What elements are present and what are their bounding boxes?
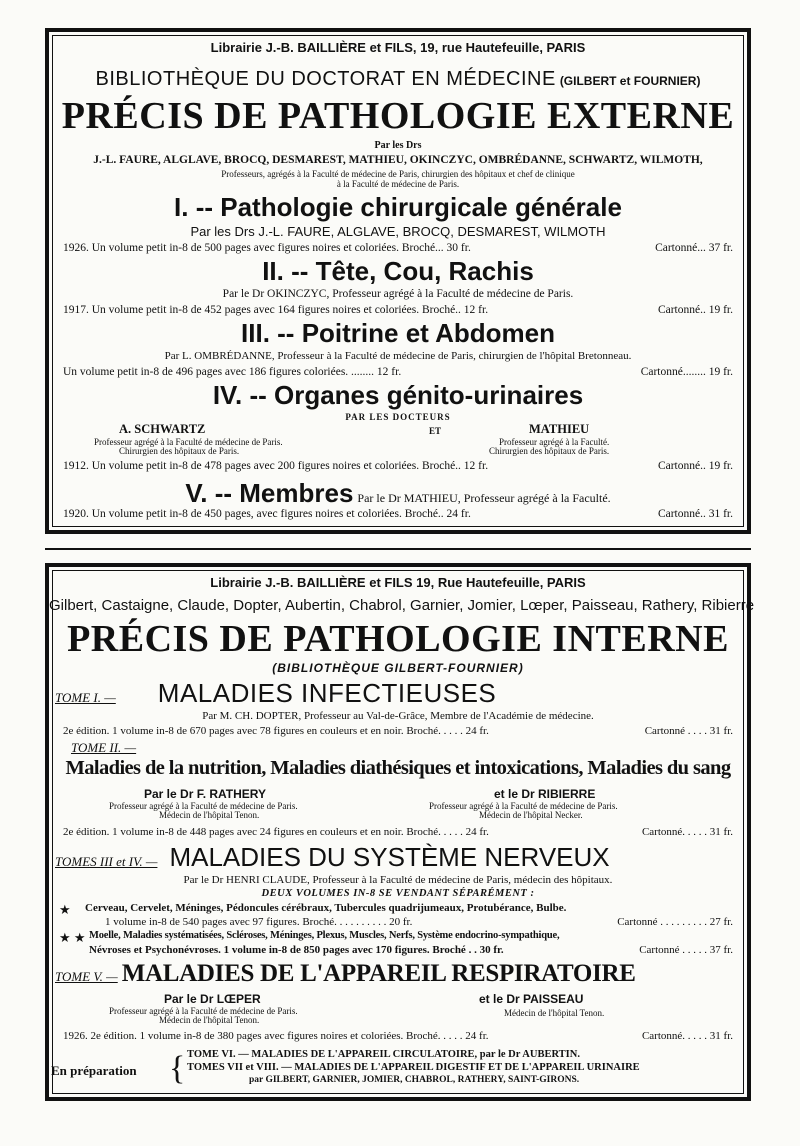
vol5-price: Cartonné.. 31 fr. bbox=[657, 508, 733, 520]
vol2-details bbox=[63, 304, 733, 316]
tome1-desc: 2e édition. 1 volume in-8 de 670 pages avec 78 figures en couleurs et en noir. Broché. . . . . 24 fr. bbox=[63, 725, 489, 737]
vol5-desc: 1920. Un volume petit in-8 de 450 pages, avec figures noires et coloriées. Broché.. 24 fr. bbox=[63, 508, 471, 520]
tome3-vol2-details bbox=[89, 944, 733, 956]
vol4-par: PAR LES DOCTEURS bbox=[345, 412, 451, 422]
tome5-author1: Par le Dr LŒPER bbox=[164, 992, 261, 1006]
vol4-author1-note1: Professeur agrégé à la Faculté de médecine de Paris. bbox=[94, 437, 283, 447]
publisher-line-2: Librairie J.-B. BAILLIÈRE et FILS 19, Rue Hautefeuille, PARIS bbox=[210, 575, 586, 590]
tome2-details bbox=[63, 826, 733, 838]
series-title: BIBLIOTHÈQUE DU DOCTORAT EN MÉDECINE bbox=[95, 68, 556, 90]
vol1-title: I. -- Pathologie chirurgicale générale bbox=[174, 192, 622, 222]
authors-line: Gilbert, Castaigne, Claude, Dopter, Aubertin, Chabrol, Garnier, Jomier, Lœper, Paisseau, Rathery, Ribierre bbox=[49, 597, 755, 614]
tome3-vol1-details bbox=[105, 916, 733, 928]
tome1-title: MALADIES INFECTIEUSES bbox=[157, 678, 497, 708]
series-editors: (GILBERT et FOURNIER) bbox=[559, 74, 701, 88]
preparation-item-2: TOMES VII et VIII. — MALADIES DE L'APPAREIL DIGESTIF ET DE L'APPAREIL URINAIRE bbox=[187, 1062, 640, 1073]
tome3-vol2-price: Cartonné . . . . . 37 fr. bbox=[639, 944, 733, 956]
vol2-desc: 1917. Un volume petit in-8 de 452 pages avec 164 figures noires et coloriées. Broché.. 12 fr. bbox=[63, 304, 489, 316]
vol1-desc: 1926. Un volume petit in-8 de 500 pages avec figures noires et coloriées. Broché... 30 fr. bbox=[63, 242, 471, 254]
tome2-author2-note1: Professeur agrégé à la Faculté de médecine de Paris. bbox=[429, 801, 618, 811]
vol1-authors: Par les Drs J.-L. FAURE, ALGLAVE, BROCQ, DESMAREST, WILMOTH bbox=[190, 224, 606, 239]
tome3-heading bbox=[49, 842, 747, 873]
series-line bbox=[49, 68, 747, 91]
vol4-details bbox=[63, 460, 733, 472]
star-icon: ★ bbox=[59, 902, 71, 917]
preparation-item-1: TOME VI. — MALADIES DE L'APPAREIL CIRCULATOIRE, par le Dr AUBERTIN. bbox=[187, 1049, 580, 1060]
vol4-author2: MATHIEU bbox=[529, 422, 590, 436]
tome1-label: TOME I. — bbox=[55, 690, 116, 705]
tome3-vol2-desc: Névroses et Psychonévroses. 1 volume in-8 de 850 pages avec 170 figures. Broché . . 30 fr. bbox=[89, 944, 504, 956]
tome2-author1-note2: Médecin de l'hôpital Tenon. bbox=[159, 810, 260, 820]
par-les: Par les Drs bbox=[374, 140, 422, 151]
authors-note-1: Professeurs, agrégés à la Faculté de médecine de Paris, chirurgien des hôpitaux et chef de clinique bbox=[221, 169, 575, 179]
vol4-desc: 1912. Un volume petit in-8 de 478 pages avec 200 figures noires et coloriées. Broché.. 12 fr. bbox=[63, 460, 489, 472]
vol3-author: Par L. OMBRÉDANNE, Professeur à la Faculté de médecine de Paris, chirurgien de l'hôpital Bretonneau. bbox=[164, 350, 632, 362]
authors-list: J.-L. FAURE, ALGLAVE, BROCQ, DESMAREST, MATHIEU, OKINCZYC, OMBRÉDANNE, SCHWARTZ, WILMOTH, bbox=[93, 154, 703, 166]
tome1-heading bbox=[49, 678, 747, 709]
tome5-author1-note2: Médecin de l'hôpital Tenon. bbox=[159, 1015, 260, 1025]
tome5-author2: et le Dr PAISSEAU bbox=[479, 992, 584, 1006]
vol5-details bbox=[63, 508, 733, 520]
vol4-author2-note2: Chirurgien des hôpitaux de Paris. bbox=[489, 446, 610, 456]
tome2-heading bbox=[49, 739, 747, 757]
tome3-vol1-desc: 1 volume in-8 de 540 pages avec 97 figures. Broché. . . . . . . . . . 20 fr. bbox=[105, 916, 413, 928]
vol4-et: ET bbox=[429, 426, 442, 436]
vol5-heading bbox=[49, 478, 747, 509]
tome3-vol2-subjects: Moelle, Maladies systématisées, Scléroses, Méninges, Plexus, Muscles, Nerfs, Système endocrino-sympathique, bbox=[89, 930, 560, 941]
tome3-label: TOMES III et IV. — bbox=[55, 854, 158, 869]
vol2-author: Par le Dr OKINCZYC, Professeur agrégé à la Faculté de médecine de Paris. bbox=[222, 288, 574, 300]
tome3-title: MALADIES DU SYSTÈME NERVEUX bbox=[169, 842, 610, 872]
double-star-icon: ★ ★ bbox=[59, 930, 86, 945]
tome5-price: Cartonné. . . . . 31 fr. bbox=[641, 1030, 733, 1042]
vol1-details bbox=[63, 242, 733, 254]
vol3-desc: Un volume petit in-8 de 496 pages avec 186 figures coloriées. ........ 12 fr. bbox=[63, 366, 402, 378]
tome2-title: Maladies de la nutrition, Maladies diathésiques et intoxications, Maladies du sang bbox=[65, 757, 731, 779]
tome5-author2-note1: Médecin de l'hôpital Tenon. bbox=[504, 1008, 605, 1018]
vol2-price: Cartonné.. 19 fr. bbox=[657, 304, 733, 316]
brace-icon: { bbox=[169, 1050, 186, 1087]
vol3-price: Cartonné........ 19 fr. bbox=[640, 366, 733, 378]
tome5-heading bbox=[49, 960, 747, 988]
tome2-desc: 2e édition. 1 volume in-8 de 448 pages avec 24 figures en couleurs et en noir. Broché. . . . . 24 fr. bbox=[63, 826, 489, 838]
vol4-author2-note1: Professeur agrégé à la Faculté. bbox=[499, 437, 610, 447]
tome2-label: TOME II. — bbox=[71, 740, 137, 755]
pathologie-externe-advert bbox=[45, 28, 751, 534]
vol3-title: III. -- Poitrine et Abdomen bbox=[241, 318, 555, 348]
tome1-details bbox=[63, 725, 733, 737]
preparation-item-3: par GILBERT, GARNIER, JOMIER, CHABROL, RATHERY, SAINT-GIRONS. bbox=[249, 1075, 580, 1085]
vol2-title: II. -- Tête, Cou, Rachis bbox=[262, 256, 534, 286]
tome3-author: Par le Dr HENRI CLAUDE, Professeur à la Faculté de médecine de Paris, médecin des hôpitaux. bbox=[183, 874, 613, 886]
tome2-author1-note1: Professeur agrégé à la Faculté de médecine de Paris. bbox=[109, 801, 298, 811]
vol4-author1: A. SCHWARTZ bbox=[119, 422, 206, 436]
tome5-author1-note1: Professeur agrégé à la Faculté de médecine de Paris. bbox=[109, 1006, 298, 1016]
tome3-vol1-price: Cartonné . . . . . . . . . 27 fr. bbox=[617, 916, 733, 928]
tome5-desc: 1926. 2e édition. 1 volume in-8 de 380 pages avec figures noires et coloriées. Broché. . . . . 24 fr. bbox=[63, 1030, 489, 1042]
pathologie-interne-advert bbox=[45, 563, 755, 1101]
tome5-title: MALADIES DE L'APPAREIL RESPIRATOIRE bbox=[121, 960, 636, 987]
tome5-details bbox=[63, 1030, 733, 1042]
publisher-line: Librairie J.-B. BAILLIÈRE et FILS, 19, rue Hautefeuille, PARIS bbox=[210, 40, 586, 55]
tome2-author1: Par le Dr F. RATHERY bbox=[144, 787, 267, 801]
vol4-title: IV. -- Organes génito-urinaires bbox=[212, 380, 584, 410]
vol3-details bbox=[63, 366, 733, 378]
tome2-price: Cartonné. . . . . 31 fr. bbox=[641, 826, 733, 838]
preparation-label: En préparation bbox=[51, 1063, 137, 1078]
series-line-2: (BIBLIOTHÈQUE GILBERT-FOURNIER) bbox=[272, 661, 524, 675]
tome3-note: DEUX VOLUMES IN-8 SE VENDANT SÉPARÉMENT : bbox=[261, 888, 535, 899]
authors-note-2: à la Faculté de médecine de Paris. bbox=[336, 179, 460, 189]
tome2-author2-note2: Médecin de l'hôpital Necker. bbox=[479, 810, 583, 820]
tome2-author2: et le Dr RIBIERRE bbox=[494, 787, 596, 801]
vol4-price: Cartonné.. 19 fr. bbox=[657, 460, 733, 472]
vol5-author: Par le Dr MATHIEU, Professeur agrégé à la Faculté. bbox=[357, 491, 611, 505]
main-title-2: PRÉCIS DE PATHOLOGIE INTERNE bbox=[67, 618, 729, 660]
main-title: PRÉCIS DE PATHOLOGIE EXTERNE bbox=[61, 95, 735, 137]
tome1-price: Cartonné . . . . 31 fr. bbox=[644, 725, 733, 737]
page-divider bbox=[45, 548, 751, 550]
vol5-title: V. -- Membres bbox=[185, 478, 354, 508]
vol4-author1-note2: Chirurgien des hôpitaux de Paris. bbox=[119, 446, 240, 456]
tome3-vol1-subjects: Cerveau, Cervelet, Méninges, Pédoncules cérébraux, Tubercules quadrijumeaux, Protubérance, Bulbe. bbox=[85, 902, 567, 914]
vol1-price: Cartonné... 37 fr. bbox=[655, 242, 733, 254]
tome1-author: Par M. CH. DOPTER, Professeur au Val-de-Grâce, Membre de l'Académie de médecine. bbox=[202, 710, 594, 722]
tome5-label: TOME V. — bbox=[55, 969, 118, 984]
